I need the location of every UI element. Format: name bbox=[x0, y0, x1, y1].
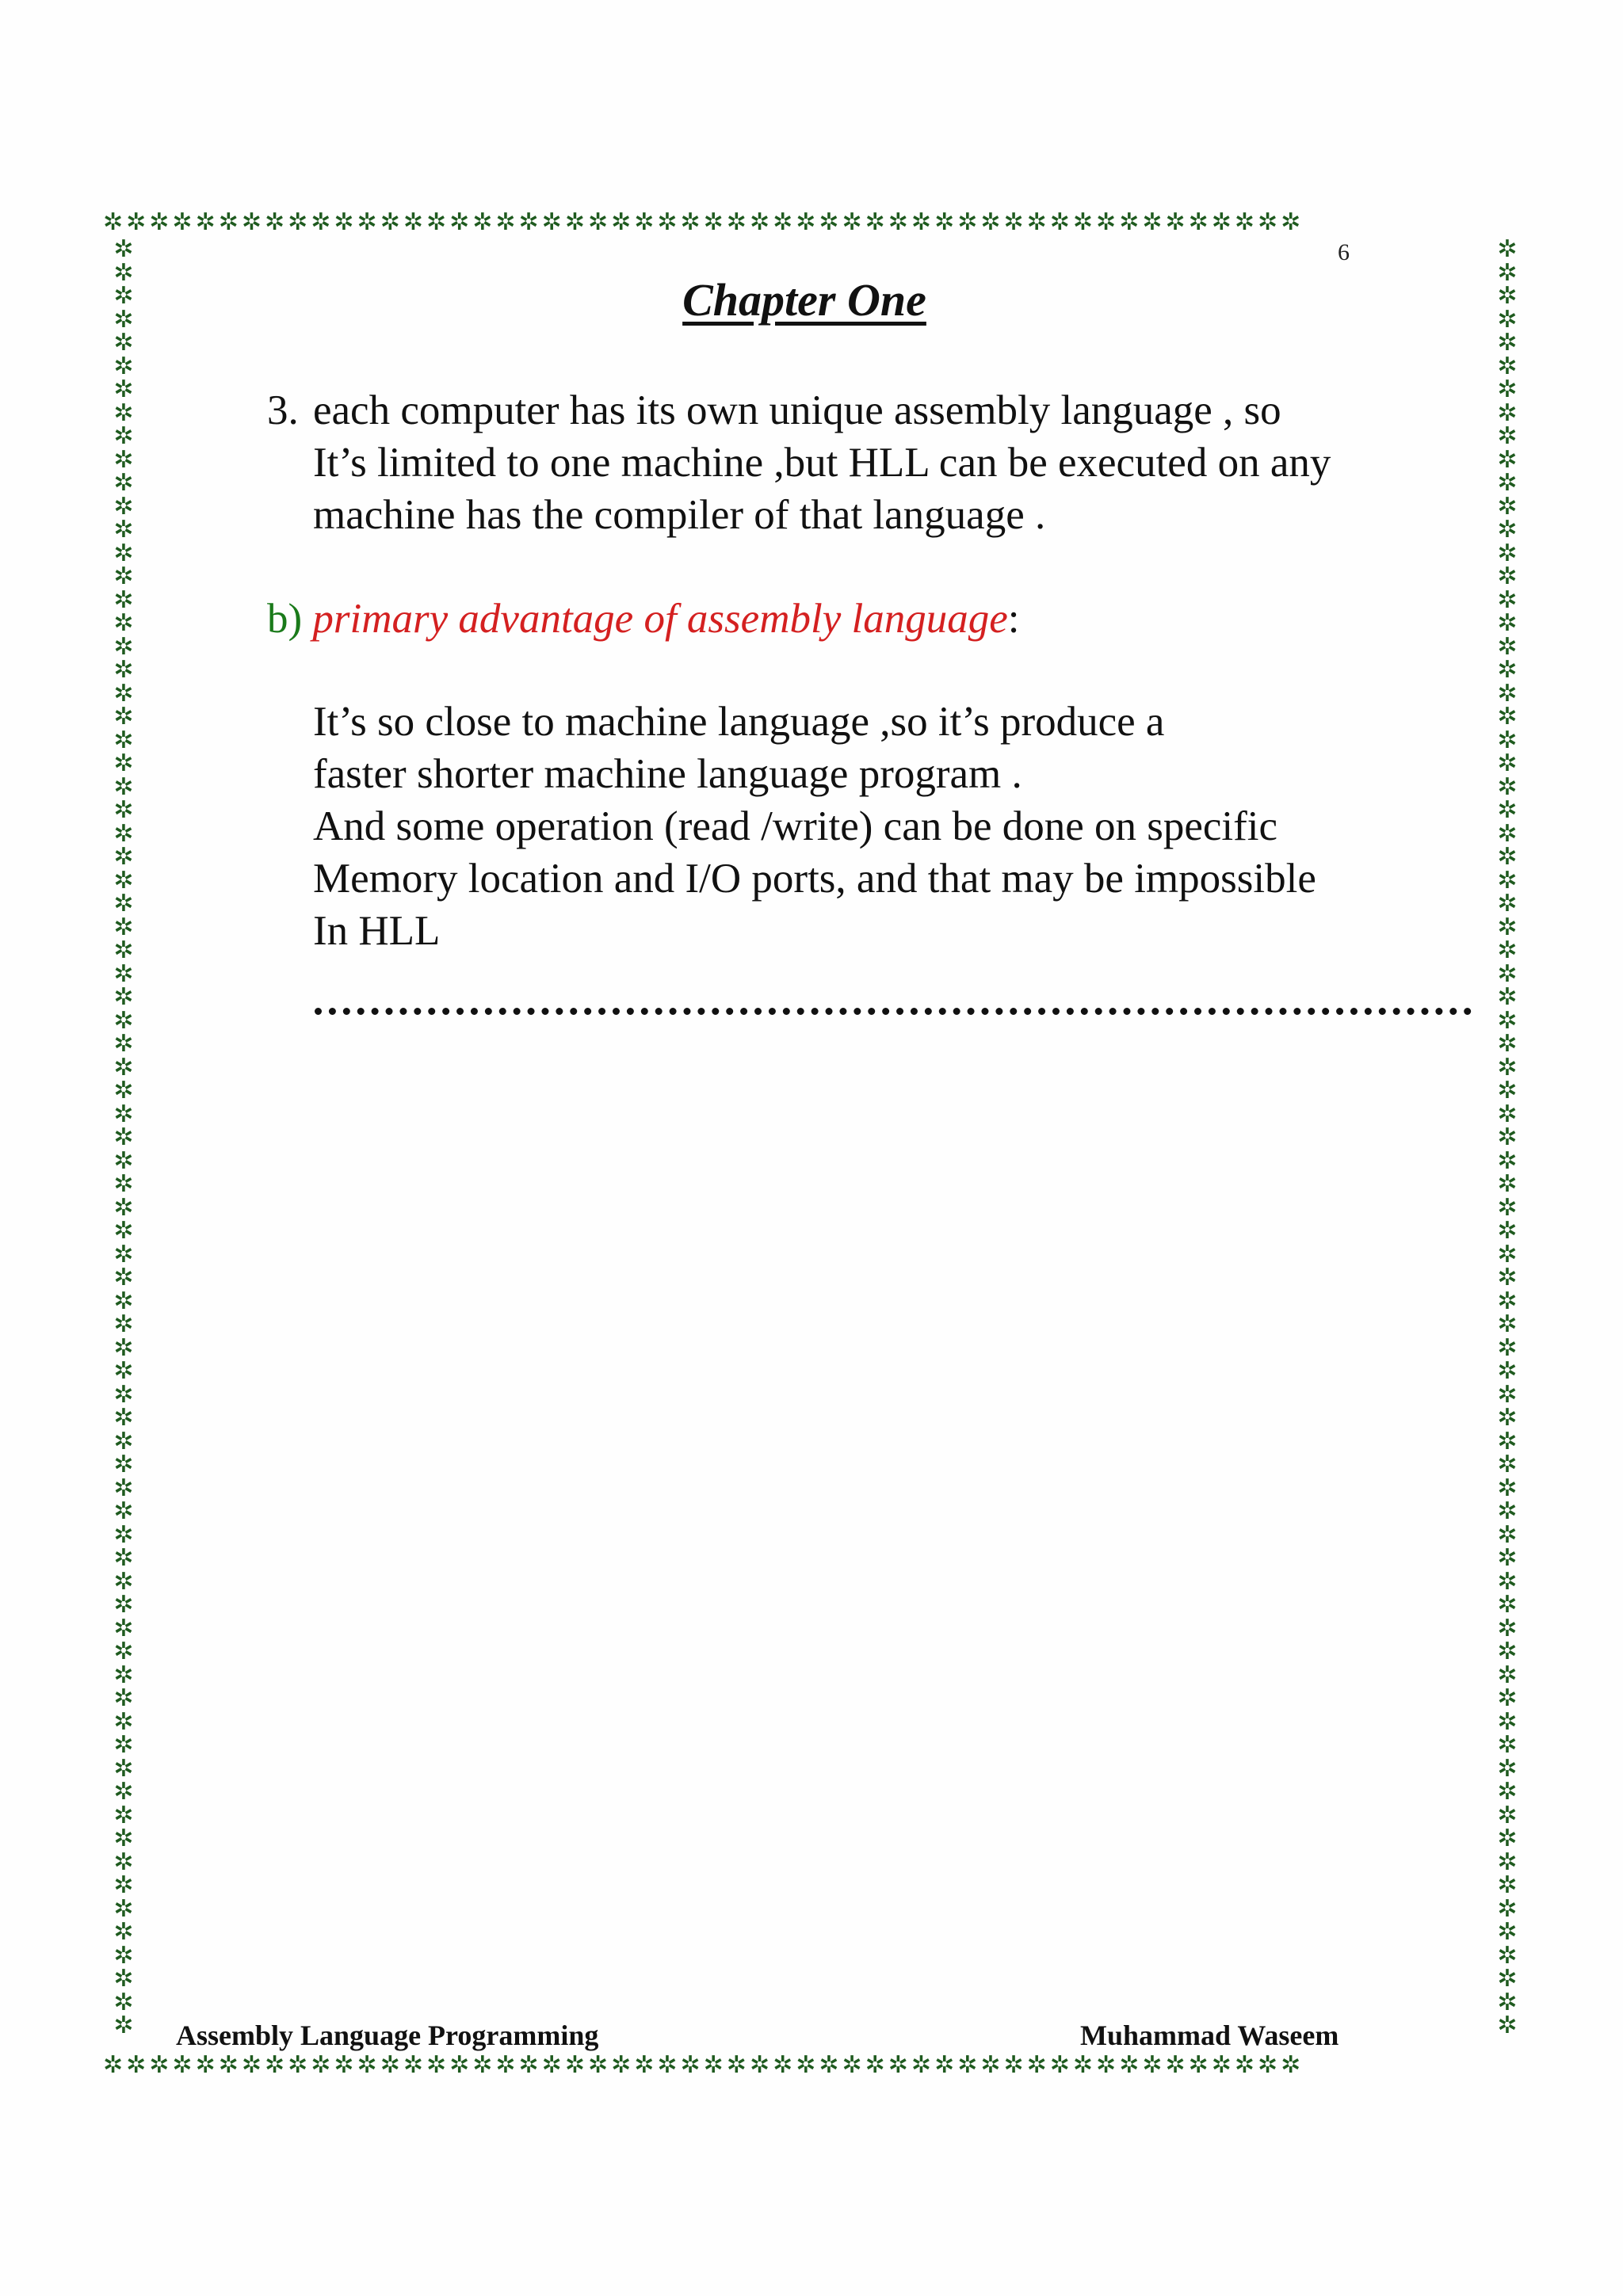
palm-tree-icon: ✲ bbox=[796, 209, 819, 235]
palm-tree-icon: ✲ bbox=[1497, 238, 1518, 262]
palm-tree-icon: ✲ bbox=[113, 657, 134, 683]
palm-tree-icon: ✲ bbox=[113, 306, 134, 333]
palm-tree-icon: ✲ bbox=[113, 1451, 134, 1478]
palm-tree-icon: ✲ bbox=[1497, 1661, 1518, 1688]
palm-tree-icon: ✲ bbox=[1497, 1031, 1518, 1057]
palm-tree-icon: ✲ bbox=[218, 209, 242, 235]
palm-tree-icon: ✲ bbox=[113, 1334, 134, 1361]
list-item-text: each computer has its own unique assembly language , so It’s limited to one machine ,but HLL can be executed on any machine has the compiler of that language . bbox=[313, 387, 1331, 538]
palm-tree-icon: ✲ bbox=[1142, 209, 1166, 235]
palm-tree-icon: ✲ bbox=[1142, 2052, 1166, 2078]
palm-tree-icon: ✲ bbox=[403, 2052, 426, 2078]
palm-tree-icon: ✲ bbox=[495, 2052, 519, 2078]
palm-tree-icon: ✲ bbox=[1096, 2052, 1120, 2078]
palm-tree-icon: ✲ bbox=[113, 1895, 134, 1922]
palm-tree-icon: ✲ bbox=[611, 209, 635, 235]
palm-tree-icon: ✲ bbox=[1497, 1147, 1518, 1174]
palm-tree-icon: ✲ bbox=[172, 2052, 196, 2078]
palm-tree-icon: ✲ bbox=[980, 209, 1004, 235]
palm-tree-icon: ✲ bbox=[113, 727, 134, 753]
palm-tree-icon: ✲ bbox=[1497, 1124, 1518, 1150]
palm-tree-icon: ✲ bbox=[113, 1147, 134, 1174]
palm-tree-icon: ✲ bbox=[113, 423, 134, 449]
palm-tree-icon: ✲ bbox=[1497, 1077, 1518, 1104]
palm-tree-icon: ✲ bbox=[1497, 1007, 1518, 1034]
palm-tree-icon: ✲ bbox=[311, 209, 334, 235]
palm-tree-icon: ✲ bbox=[1188, 2052, 1212, 2078]
palm-tree-icon: ✲ bbox=[1188, 209, 1212, 235]
palm-tree-icon: ✲ bbox=[1497, 2012, 1518, 2039]
palm-tree-icon: ✲ bbox=[380, 209, 403, 235]
palm-tree-icon: ✲ bbox=[1497, 750, 1518, 776]
right-border bbox=[1493, 238, 1522, 2052]
page-number: 6 bbox=[1338, 239, 1350, 265]
palm-tree-icon: ✲ bbox=[113, 1031, 134, 1057]
palm-tree-icon: ✲ bbox=[773, 209, 796, 235]
palm-tree-icon: ✲ bbox=[749, 209, 773, 235]
palm-tree-icon: ✲ bbox=[113, 844, 134, 870]
footer-author: Muhammad Waseem bbox=[1080, 2019, 1339, 2051]
palm-tree-icon: ✲ bbox=[113, 1592, 134, 1618]
palm-tree-icon: ✲ bbox=[113, 1545, 134, 1571]
palm-tree-icon: ✲ bbox=[1497, 540, 1518, 566]
palm-tree-icon: ✲ bbox=[1234, 2052, 1258, 2078]
palm-tree-icon: ✲ bbox=[1497, 633, 1518, 660]
palm-tree-icon: ✲ bbox=[495, 209, 519, 235]
palm-tree-icon: ✲ bbox=[680, 209, 704, 235]
palm-tree-icon: ✲ bbox=[241, 209, 265, 235]
palm-tree-icon: ✲ bbox=[1497, 1428, 1518, 1455]
palm-tree-icon: ✲ bbox=[1497, 984, 1518, 1010]
palm-tree-icon: ✲ bbox=[113, 2012, 134, 2039]
palm-tree-icon: ✲ bbox=[934, 2052, 958, 2078]
palm-tree-icon: ✲ bbox=[1497, 1919, 1518, 1945]
palm-tree-icon: ✲ bbox=[113, 353, 134, 379]
palm-tree-icon: ✲ bbox=[1497, 610, 1518, 636]
palm-tree-icon: ✲ bbox=[1497, 259, 1518, 286]
palm-tree-icon: ✲ bbox=[888, 209, 911, 235]
palm-tree-icon: ✲ bbox=[888, 2052, 911, 2078]
palm-tree-icon: ✲ bbox=[1497, 283, 1518, 309]
palm-tree-icon: ✲ bbox=[1497, 586, 1518, 613]
palm-tree-icon: ✲ bbox=[334, 209, 357, 235]
palm-tree-icon: ✲ bbox=[611, 2052, 635, 2078]
chapter-title: Chapter One bbox=[682, 274, 926, 326]
palm-tree-icon: ✲ bbox=[403, 209, 426, 235]
palm-tree-icon: ✲ bbox=[113, 1054, 134, 1081]
palm-tree-icon: ✲ bbox=[1497, 1848, 1518, 1875]
palm-tree-icon: ✲ bbox=[1049, 2052, 1073, 2078]
palm-tree-icon: ✲ bbox=[113, 1521, 134, 1548]
palm-tree-icon: ✲ bbox=[113, 446, 134, 473]
palm-tree-icon: ✲ bbox=[113, 937, 134, 963]
palm-tree-icon: ✲ bbox=[113, 1661, 134, 1688]
palm-tree-icon: ✲ bbox=[1497, 1521, 1518, 1548]
palm-tree-icon: ✲ bbox=[1165, 209, 1189, 235]
palm-tree-icon: ✲ bbox=[1026, 2052, 1050, 2078]
palm-tree-icon: ✲ bbox=[241, 2052, 265, 2078]
palm-tree-icon: ✲ bbox=[865, 209, 888, 235]
palm-tree-icon: ✲ bbox=[113, 1100, 134, 1127]
palm-tree-icon: ✲ bbox=[113, 750, 134, 776]
palm-tree-icon: ✲ bbox=[1003, 2052, 1027, 2078]
palm-tree-icon: ✲ bbox=[657, 2052, 681, 2078]
palm-tree-icon: ✲ bbox=[472, 209, 496, 235]
palm-tree-icon: ✲ bbox=[1211, 209, 1235, 235]
palm-tree-icon: ✲ bbox=[1497, 1825, 1518, 1852]
palm-tree-icon: ✲ bbox=[842, 2052, 865, 2078]
palm-tree-icon: ✲ bbox=[288, 2052, 311, 2078]
palm-tree-icon: ✲ bbox=[541, 209, 565, 235]
palm-tree-icon: ✲ bbox=[980, 2052, 1004, 2078]
palm-tree-icon: ✲ bbox=[113, 283, 134, 309]
palm-tree-icon: ✲ bbox=[195, 209, 219, 235]
left-border bbox=[109, 238, 138, 2052]
palm-tree-icon: ✲ bbox=[113, 1872, 134, 1898]
palm-tree-icon: ✲ bbox=[1497, 1966, 1518, 1992]
palm-tree-icon: ✲ bbox=[113, 1007, 134, 1034]
palm-tree-icon: ✲ bbox=[113, 680, 134, 707]
palm-tree-icon: ✲ bbox=[113, 376, 134, 402]
palm-tree-icon: ✲ bbox=[113, 470, 134, 496]
palm-tree-icon: ✲ bbox=[1497, 1989, 1518, 2016]
palm-tree-icon: ✲ bbox=[1497, 306, 1518, 333]
palm-tree-icon: ✲ bbox=[113, 1428, 134, 1455]
palm-tree-icon: ✲ bbox=[113, 330, 134, 356]
palm-tree-icon: ✲ bbox=[1497, 563, 1518, 589]
palm-tree-icon: ✲ bbox=[449, 2052, 473, 2078]
palm-tree-icon: ✲ bbox=[1497, 1545, 1518, 1571]
palm-tree-icon: ✲ bbox=[1497, 1358, 1518, 1384]
palm-tree-icon: ✲ bbox=[1497, 1311, 1518, 1337]
palm-tree-icon: ✲ bbox=[1119, 209, 1143, 235]
palm-tree-icon: ✲ bbox=[1497, 517, 1518, 543]
palm-tree-icon: ✲ bbox=[726, 209, 750, 235]
palm-tree-icon: ✲ bbox=[218, 2052, 242, 2078]
palm-tree-icon: ✲ bbox=[634, 2052, 658, 2078]
palm-tree-icon: ✲ bbox=[1497, 1405, 1518, 1431]
palm-tree-icon: ✲ bbox=[1096, 209, 1120, 235]
palm-tree-icon: ✲ bbox=[1026, 209, 1050, 235]
palm-tree-icon: ✲ bbox=[1497, 1498, 1518, 1524]
palm-tree-icon: ✲ bbox=[1497, 797, 1518, 823]
section-colon: : bbox=[1007, 596, 1020, 642]
palm-tree-icon: ✲ bbox=[1497, 423, 1518, 449]
palm-tree-icon: ✲ bbox=[957, 2052, 981, 2078]
palm-tree-icon: ✲ bbox=[113, 1264, 134, 1291]
palm-tree-icon: ✲ bbox=[1497, 773, 1518, 800]
palm-tree-icon: ✲ bbox=[113, 867, 134, 894]
section-marker: b) bbox=[267, 596, 303, 642]
palm-tree-icon: ✲ bbox=[587, 209, 612, 235]
palm-tree-icon: ✲ bbox=[113, 1919, 134, 1945]
palm-tree-icon: ✲ bbox=[264, 209, 288, 235]
palm-tree-icon: ✲ bbox=[957, 209, 981, 235]
palm-tree-icon: ✲ bbox=[1497, 913, 1518, 940]
palm-tree-icon: ✲ bbox=[357, 2052, 380, 2078]
palm-tree-icon: ✲ bbox=[113, 1966, 134, 1992]
palm-tree-icon: ✲ bbox=[113, 1194, 134, 1221]
dotted-separator bbox=[315, 1008, 1472, 1015]
palm-tree-icon: ✲ bbox=[657, 209, 681, 235]
palm-tree-icon: ✲ bbox=[1234, 209, 1258, 235]
palm-tree-icon: ✲ bbox=[113, 1802, 134, 1829]
palm-tree-icon: ✲ bbox=[113, 1218, 134, 1244]
palm-tree-icon: ✲ bbox=[113, 820, 134, 847]
palm-tree-icon: ✲ bbox=[564, 209, 588, 235]
palm-tree-icon: ✲ bbox=[264, 2052, 288, 2078]
palm-tree-icon: ✲ bbox=[113, 1568, 134, 1595]
palm-tree-icon: ✲ bbox=[113, 1638, 134, 1665]
palm-tree-icon: ✲ bbox=[1497, 1942, 1518, 1969]
palm-tree-icon: ✲ bbox=[113, 1077, 134, 1104]
palm-tree-icon: ✲ bbox=[1497, 1732, 1518, 1758]
palm-tree-icon: ✲ bbox=[1497, 1779, 1518, 1805]
palm-tree-icon: ✲ bbox=[703, 2052, 727, 2078]
palm-tree-icon: ✲ bbox=[113, 1405, 134, 1431]
palm-tree-icon: ✲ bbox=[1497, 1287, 1518, 1314]
palm-tree-icon: ✲ bbox=[195, 2052, 219, 2078]
palm-tree-icon: ✲ bbox=[773, 2052, 796, 2078]
palm-tree-icon: ✲ bbox=[113, 1287, 134, 1314]
palm-tree-icon: ✲ bbox=[113, 1708, 134, 1735]
palm-tree-icon: ✲ bbox=[1258, 2052, 1281, 2078]
palm-tree-icon: ✲ bbox=[1497, 1194, 1518, 1221]
palm-tree-icon: ✲ bbox=[113, 517, 134, 543]
palm-tree-icon: ✲ bbox=[113, 1685, 134, 1711]
palm-tree-icon: ✲ bbox=[1497, 1895, 1518, 1922]
palm-tree-icon: ✲ bbox=[1497, 820, 1518, 847]
advantage-paragraph: It’s so close to machine language ,so it’s produce a faster shorter machine language program . And some operation (read /write) can be done on specific Memory location and I/O ports, and that may be impossible In HLL bbox=[313, 699, 1316, 954]
palm-tree-icon: ✲ bbox=[113, 1942, 134, 1969]
palm-tree-icon: ✲ bbox=[113, 960, 134, 987]
palm-tree-icon: ✲ bbox=[703, 209, 727, 235]
palm-tree-icon: ✲ bbox=[1497, 937, 1518, 963]
palm-tree-icon: ✲ bbox=[680, 2052, 704, 2078]
palm-tree-icon: ✲ bbox=[149, 2052, 173, 2078]
section-title: primary advantage of assembly language bbox=[312, 596, 1008, 642]
palm-tree-icon: ✲ bbox=[1072, 2052, 1097, 2078]
palm-tree-icon: ✲ bbox=[113, 704, 134, 730]
palm-tree-icon: ✲ bbox=[518, 209, 542, 235]
palm-tree-icon: ✲ bbox=[1497, 1241, 1518, 1268]
palm-tree-icon: ✲ bbox=[426, 209, 450, 235]
palm-tree-icon: ✲ bbox=[819, 2052, 842, 2078]
palm-tree-icon: ✲ bbox=[1497, 1755, 1518, 1782]
list-item-number: 3. bbox=[267, 387, 299, 433]
palm-tree-icon: ✲ bbox=[934, 209, 958, 235]
palm-tree-icon: ✲ bbox=[1497, 330, 1518, 356]
palm-tree-icon: ✲ bbox=[1497, 1381, 1518, 1408]
palm-tree-icon: ✲ bbox=[1497, 1802, 1518, 1829]
palm-tree-icon: ✲ bbox=[113, 1755, 134, 1782]
palm-tree-icon: ✲ bbox=[1497, 1708, 1518, 1735]
palm-tree-icon: ✲ bbox=[634, 209, 658, 235]
palm-tree-icon: ✲ bbox=[726, 2052, 750, 2078]
palm-tree-icon: ✲ bbox=[113, 399, 134, 426]
palm-tree-icon: ✲ bbox=[1497, 493, 1518, 520]
palm-tree-icon: ✲ bbox=[126, 2052, 150, 2078]
palm-tree-icon: ✲ bbox=[113, 1241, 134, 1268]
palm-tree-icon: ✲ bbox=[1497, 891, 1518, 917]
palm-tree-icon: ✲ bbox=[380, 2052, 403, 2078]
palm-tree-icon: ✲ bbox=[1497, 376, 1518, 402]
palm-tree-icon: ✲ bbox=[113, 563, 134, 589]
palm-tree-icon: ✲ bbox=[113, 1779, 134, 1805]
palm-tree-icon: ✲ bbox=[1211, 2052, 1235, 2078]
palm-tree-icon: ✲ bbox=[334, 2052, 357, 2078]
palm-tree-icon: ✲ bbox=[1049, 209, 1073, 235]
palm-tree-icon: ✲ bbox=[426, 2052, 450, 2078]
palm-tree-icon: ✲ bbox=[1497, 1264, 1518, 1291]
section-heading bbox=[267, 593, 1019, 645]
palm-tree-icon: ✲ bbox=[288, 209, 311, 235]
palm-tree-icon: ✲ bbox=[1497, 1615, 1518, 1642]
palm-tree-icon: ✲ bbox=[113, 238, 134, 262]
palm-tree-icon: ✲ bbox=[1497, 844, 1518, 870]
palm-tree-icon: ✲ bbox=[587, 2052, 612, 2078]
palm-tree-icon: ✲ bbox=[865, 2052, 888, 2078]
palm-tree-icon: ✲ bbox=[1497, 727, 1518, 753]
palm-tree-icon: ✲ bbox=[113, 1474, 134, 1501]
palm-tree-icon: ✲ bbox=[1497, 867, 1518, 894]
palm-tree-icon: ✲ bbox=[842, 209, 865, 235]
palm-tree-icon: ✲ bbox=[113, 1848, 134, 1875]
palm-tree-icon: ✲ bbox=[541, 2052, 565, 2078]
palm-tree-icon: ✲ bbox=[911, 209, 935, 235]
palm-tree-icon: ✲ bbox=[1497, 1334, 1518, 1361]
palm-tree-icon: ✲ bbox=[1119, 2052, 1143, 2078]
palm-tree-icon: ✲ bbox=[1497, 1100, 1518, 1127]
palm-tree-icon: ✲ bbox=[819, 209, 842, 235]
palm-tree-icon: ✲ bbox=[113, 913, 134, 940]
palm-tree-icon: ✲ bbox=[518, 2052, 542, 2078]
top-border bbox=[103, 208, 1522, 238]
palm-tree-icon: ✲ bbox=[1497, 399, 1518, 426]
palm-tree-icon: ✲ bbox=[472, 2052, 496, 2078]
palm-tree-icon: ✲ bbox=[1497, 1218, 1518, 1244]
palm-tree-icon: ✲ bbox=[113, 984, 134, 1010]
palm-tree-icon: ✲ bbox=[113, 891, 134, 917]
palm-tree-icon: ✲ bbox=[1497, 1685, 1518, 1711]
palm-tree-icon: ✲ bbox=[1497, 680, 1518, 707]
palm-tree-icon: ✲ bbox=[1497, 1474, 1518, 1501]
palm-tree-icon: ✲ bbox=[1281, 209, 1304, 235]
palm-tree-icon: ✲ bbox=[1497, 1451, 1518, 1478]
palm-tree-icon: ✲ bbox=[113, 633, 134, 660]
palm-tree-icon: ✲ bbox=[796, 2052, 819, 2078]
palm-tree-icon: ✲ bbox=[911, 2052, 935, 2078]
palm-tree-icon: ✲ bbox=[113, 586, 134, 613]
palm-tree-icon: ✲ bbox=[113, 1381, 134, 1408]
palm-tree-icon: ✲ bbox=[1497, 960, 1518, 987]
palm-tree-icon: ✲ bbox=[113, 540, 134, 566]
palm-tree-icon: ✲ bbox=[449, 209, 473, 235]
palm-tree-icon: ✲ bbox=[1497, 1638, 1518, 1665]
palm-tree-icon: ✲ bbox=[1497, 353, 1518, 379]
palm-tree-icon: ✲ bbox=[1497, 470, 1518, 496]
palm-tree-icon: ✲ bbox=[1258, 209, 1281, 235]
palm-tree-icon: ✲ bbox=[1497, 1171, 1518, 1197]
palm-tree-icon: ✲ bbox=[113, 259, 134, 286]
palm-tree-icon: ✲ bbox=[172, 209, 196, 235]
palm-tree-icon: ✲ bbox=[1497, 1568, 1518, 1595]
palm-tree-icon: ✲ bbox=[149, 209, 173, 235]
palm-tree-icon: ✲ bbox=[749, 2052, 773, 2078]
palm-tree-icon: ✲ bbox=[1497, 1872, 1518, 1898]
palm-tree-icon: ✲ bbox=[1497, 446, 1518, 473]
palm-tree-icon: ✲ bbox=[113, 493, 134, 520]
palm-tree-icon: ✲ bbox=[113, 1311, 134, 1337]
palm-tree-icon: ✲ bbox=[1497, 1054, 1518, 1081]
palm-tree-icon: ✲ bbox=[113, 773, 134, 800]
palm-tree-icon: ✲ bbox=[1165, 2052, 1189, 2078]
bottom-border bbox=[103, 2050, 1522, 2081]
palm-tree-icon: ✲ bbox=[113, 1615, 134, 1642]
palm-tree-icon: ✲ bbox=[311, 2052, 334, 2078]
palm-tree-icon: ✲ bbox=[103, 2052, 127, 2078]
palm-tree-icon: ✲ bbox=[113, 1732, 134, 1758]
palm-tree-icon: ✲ bbox=[113, 1498, 134, 1524]
palm-tree-icon: ✲ bbox=[1497, 704, 1518, 730]
palm-tree-icon: ✲ bbox=[564, 2052, 588, 2078]
palm-tree-icon: ✲ bbox=[1281, 2052, 1304, 2078]
palm-tree-icon: ✲ bbox=[126, 209, 150, 235]
palm-tree-icon: ✲ bbox=[357, 209, 380, 235]
palm-tree-icon: ✲ bbox=[1497, 657, 1518, 683]
palm-tree-icon: ✲ bbox=[113, 610, 134, 636]
palm-tree-icon: ✲ bbox=[1003, 209, 1027, 235]
palm-tree-icon: ✲ bbox=[1072, 209, 1097, 235]
palm-tree-icon: ✲ bbox=[113, 1124, 134, 1150]
footer-title: Assembly Language Programming bbox=[176, 2019, 599, 2051]
palm-tree-icon: ✲ bbox=[1497, 1592, 1518, 1618]
palm-tree-icon: ✲ bbox=[113, 1358, 134, 1384]
palm-tree-icon: ✲ bbox=[103, 209, 127, 235]
palm-tree-icon: ✲ bbox=[113, 1171, 134, 1197]
palm-tree-icon: ✲ bbox=[113, 1989, 134, 2016]
palm-tree-icon: ✲ bbox=[113, 797, 134, 823]
palm-tree-icon: ✲ bbox=[113, 1825, 134, 1852]
